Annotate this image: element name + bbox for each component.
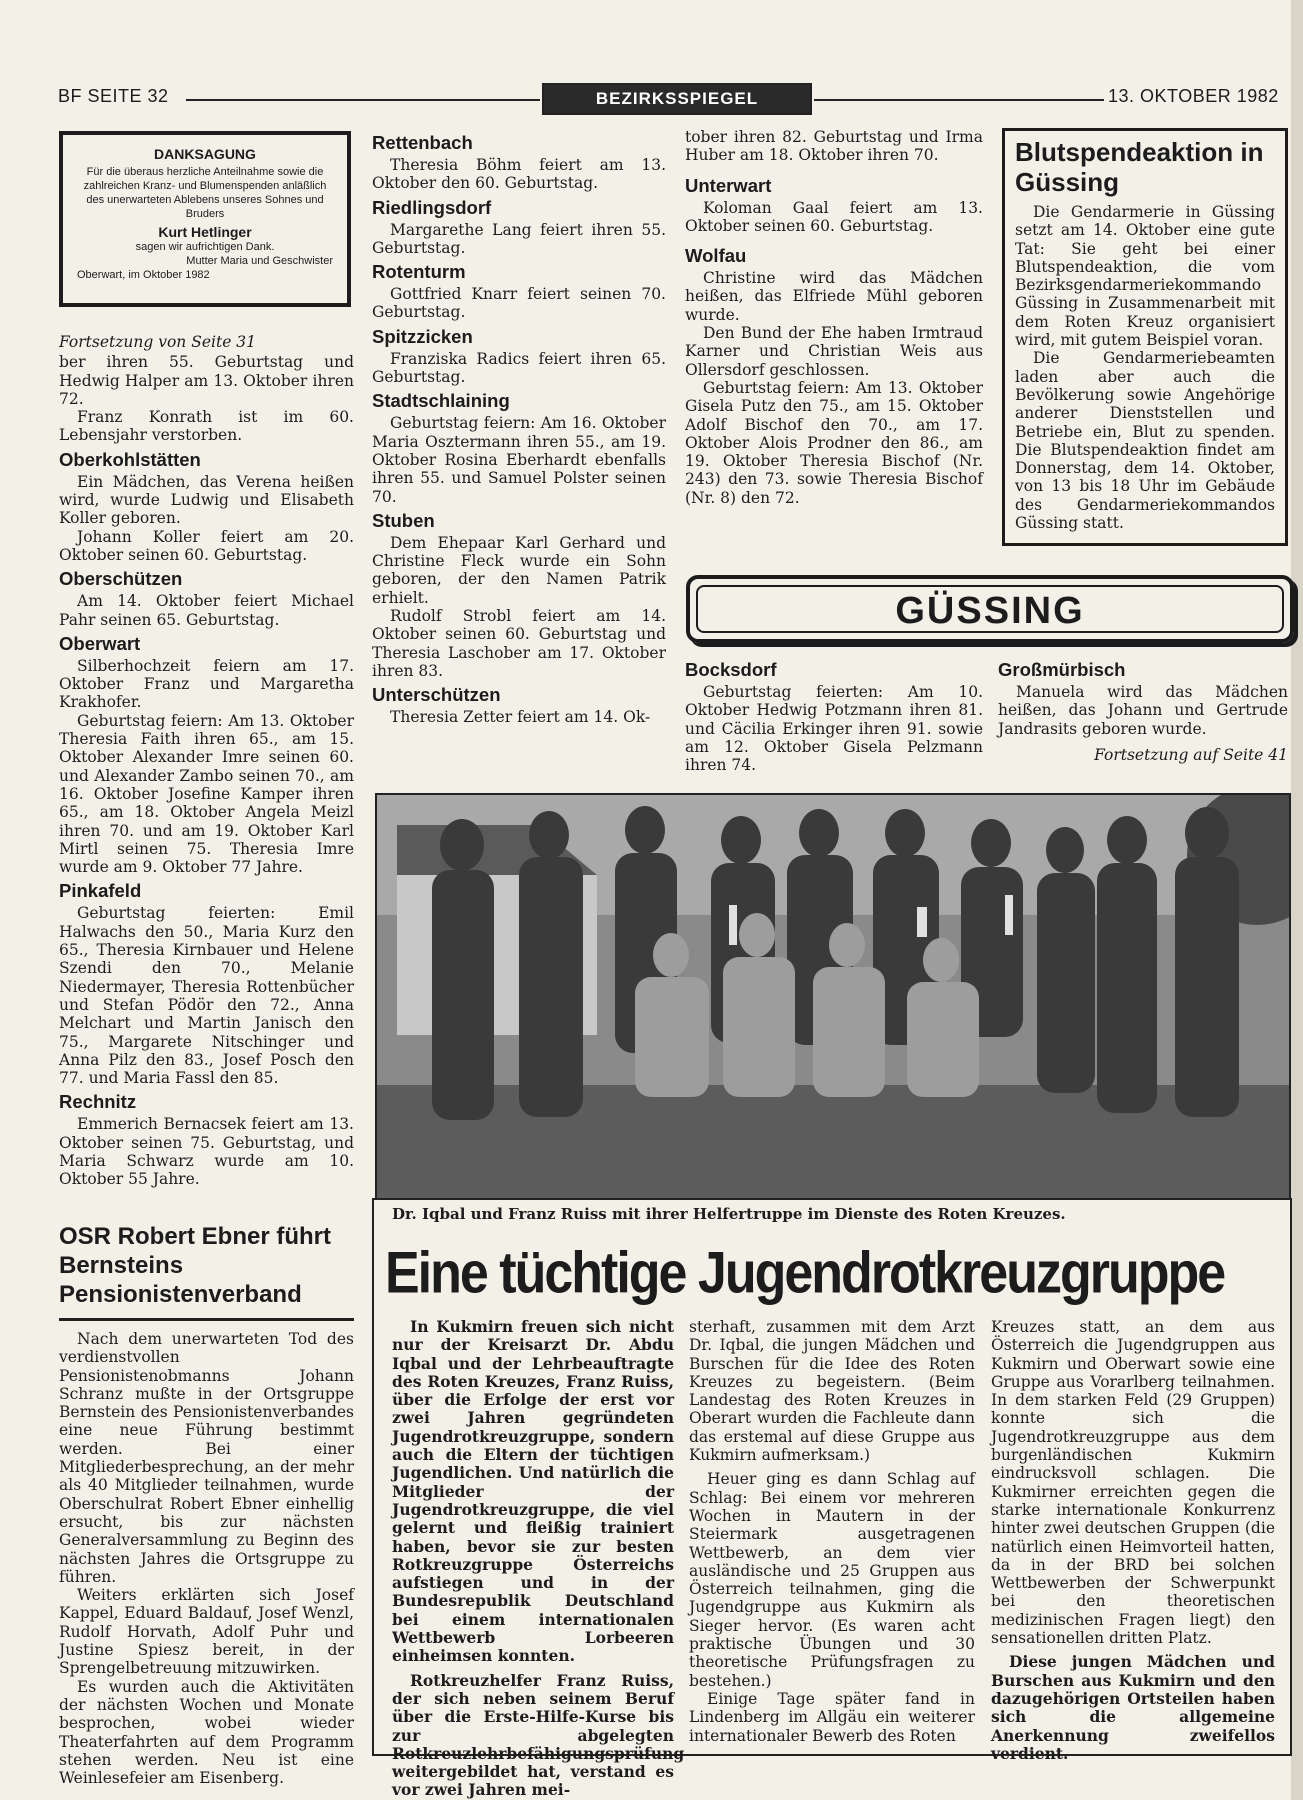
paragraph: Einige Tage später fand in Lindenberg im Allgäu ein weiterer internationaler Bewerb des Roten [689, 1689, 975, 1745]
section-heading: Oberkohlstätten [59, 448, 201, 470]
section-heading: Oberwart [59, 632, 141, 654]
danksagung-family: Mutter Maria und Geschwister [186, 255, 333, 267]
paragraph: Geburtstag feiern: Am 13. Oktober Gisela Putz den 75., am 15. Oktober Adolf Bischof den 70., am 17. Oktober Alois Prodner den 86., am 19. Oktober Theresia Bischof (Nr. 243) den 73. sowie Theresia Bischof (Nr. 8) den 72. [685, 378, 983, 507]
group-photo [375, 793, 1291, 1200]
story-headline: Eine tüchtige Jugendrotkreuzgruppe [385, 1241, 1225, 1307]
section-heading: Rechnitz [59, 1091, 137, 1113]
paragraph: Rotkreuzhelfer Franz Ruiss, der sich neben seinem Beruf über die Erste-Hilfe-Kurse bis zur abgelegten Rotkreuzlehrbefähigungsprüfung weitergebildet hat, verstand es vor zwei Jahren mei- [392, 1670, 685, 1800]
paragraph: Heuer ging es dann Schlag auf Schlag: Bei einem vor mehreren Wochen in Mautern in der Steiermark ausgetragenen Wettbewerb, an dem vier ausländische und 25 Gruppen aus Österreich teilnahmen, ging die Jugendgruppe aus Kukmirn als Sieger hervor. (Es waren acht praktische Übungen und 30 theoretische Prüfungsfragen zu bestehen.) [689, 1470, 975, 1690]
section-heading: Bocksdorf [685, 659, 777, 680]
paragraph: Theresia Böhm feiert am 13. Oktober den 60. Geburtstag. [372, 156, 666, 193]
paragraph: Dem Ehepaar Karl Gerhard und Christine Fleck wurde ein Sohn geboren, der den Namen Patrik erhielt. [372, 533, 666, 607]
group-photo-image [377, 795, 1291, 1200]
section-heading: Spitzzicken [372, 325, 473, 347]
section-heading: Großmürbisch [998, 659, 1126, 680]
column-1 [59, 333, 354, 1189]
paragraph: Die Gendarmerie in Güssing setzt am 14. Oktober eine gute Tat: Sie geht bei einer Blutspendeaktion, die vom Bezirksgendarmeriekommando Güssing in Zusammenarbeit mit dem Roten Kreuz organisiert wird, mit gutem Beispiel voran. [1015, 203, 1275, 350]
continuation-note: Fortsetzung auf Seite 41 [1094, 745, 1288, 764]
page-edge [1291, 0, 1303, 1800]
blood-donation-box [1002, 128, 1288, 546]
section-heading: Stuben [372, 509, 435, 531]
paragraph: Ein Mädchen, das Verena heißen wird, wurde Ludwig und Elisabeth Koller geboren. [59, 472, 354, 528]
danksagung-thanks: sagen wir aufrichtigen Dank. [135, 241, 275, 253]
paragraph: Christine wird das Mädchen heißen, das Elfriede Mühl geboren wurde. [685, 269, 983, 324]
section-heading: Stadtschlaining [372, 390, 510, 412]
paragraph: Rudolf Strobl feiert am 14. Oktober seinen 60. Geburtstag und Theresia Laschober am 17. Oktober ihren 83. [372, 607, 666, 680]
guessing-banner [686, 575, 1294, 643]
blood-donation-title: Blutspendeaktion in Güssing [1015, 137, 1264, 197]
paragraph: Theresia Zetter feiert am 14. Ok- [390, 708, 651, 727]
section-heading: Pinkafeld [59, 880, 142, 902]
paragraph: Franz Konrath ist im 60. Lebensjahr verstorben. [59, 408, 354, 445]
paragraph: sterhaft, zusammen mit dem Arzt Dr. Iqbal, die jungen Mädchen und Burschen für die Idee des Roten Kreuzes zu begeistern. (Beim Landestag des Roten Kreuzes in Oberart wurden die Fachleute dann das erstemal auf diese Gruppe aus Kukmirn aufmerksam.) [689, 1318, 975, 1465]
paragraph: In Kukmirn freuen sich nicht nur der Kreisarzt Dr. Abdu Iqbal und der Lehrbeauftragte des Roten Kreuzes, Franz Ruiss, über die Erfolge der erst vor zwei Jahren gegründeten Jugendrotkreuzgruppe, sondern auch die Eltern der tüchtigen Jugendlichen. Und natürlich die Mitglieder der Jugendrotkreuzgruppe, die viel gelernt und fleißig trainiert haben, bevor sie zur besten Rotkreuzgruppe Österreichs aufstiegen und in der Bundesrepublik Deutschland bei einem internationalen Wettbewerb Lorbeeren einheimsen konnten. [392, 1317, 674, 1666]
header-rule-right [814, 99, 1104, 101]
danksagung-text: Für die überaus herzliche Anteilnahme sowie die zahlreichen Kranz- und Blumenspenden anläßlich des unerwarteten Ablebens unseres Sohnes und Bruders [83, 166, 327, 220]
paragraph: Franziska Radics feiert ihren 65. Geburtstag. [372, 349, 666, 387]
paragraph: Emmerich Bernacsek feiert am 13. Oktober seinen 75. Geburtstag, und Maria Schwarz wurde am 10. Oktober 55 Jahre. [59, 1115, 354, 1189]
blood-donation-body [1015, 203, 1275, 532]
continuation-note: Fortsetzung von Seite 31 [59, 333, 257, 351]
section-heading: Wolfau [685, 245, 747, 267]
column-3 [685, 128, 983, 507]
page-number: BF SEITE 32 [58, 86, 169, 106]
paragraph: Gottfried Knarr feiert seinen 70. Geburtstag. [372, 285, 666, 322]
section-heading: Riedlingsdorf [372, 196, 492, 218]
paragraph: Geburtstag feiern: Am 16. Oktober Maria Osztermann ihren 55., am 19. Oktober Rosina Eberhardt ebenfalls ihren 55. und Samuel Polster seinen 70. [372, 414, 666, 506]
section-heading: Rotenturm [372, 261, 466, 283]
paragraph: Den Bund der Ehe haben Irmtraud Karner und Christian Weis aus Ollersdorf geschlossen. [685, 324, 983, 379]
guessing-banner-label: GÜSSING [696, 585, 1284, 633]
paragraph: Geburtstag feierten: Emil Halwachs den 50., Maria Kurz den 65., Theresia Kirnbauer und Helene Szendi den 70., Melanie Niedermayer, Theresia Rottenbücher und Stefan Pödör den 72., Anna Melchart und Martin Janisch den 75., Margarete Nitschinger und Anna Pilz den 83., Josef Posch den 77. und Maria Fassl den 85. [59, 904, 354, 1088]
paragraph: Silberhochzeit feiern am 17. Oktober Franz und Margaretha Krakhofer. [59, 656, 354, 712]
danksagung-name: Kurt Hetlinger [158, 224, 252, 240]
section-heading: Unterschützen [372, 684, 501, 706]
paragraph: Johann Koller feiert am 20. Oktober seinen 60. Geburtstag. [59, 527, 354, 564]
danksagung-box [59, 131, 351, 307]
section-heading: Oberschützen [59, 568, 183, 590]
section-heading: Unterwart [685, 174, 772, 196]
issue-date: 13. OKTOBER 1982 [1108, 86, 1279, 106]
story-column-3 [991, 1318, 1275, 1763]
story-column-2 [689, 1318, 975, 1745]
grossmuerbisch-column [998, 655, 1288, 766]
header-rule-left [186, 99, 540, 101]
section-banner: BEZIRKSSPIEGEL [542, 83, 812, 115]
paragraph: Am 14. Oktober feiert Michael Pahr seinen 65. Geburtstag. [59, 592, 354, 629]
photo-caption: Dr. Iqbal und Franz Ruiss mit ihrer Helfertruppe im Dienste des Roten Kreuzes. [392, 1205, 1066, 1223]
paragraph: Margarethe Lang feiert ihren 55. Geburtstag. [372, 220, 666, 257]
paragraph: Kreuzes statt, an dem aus Österreich die Jugendgruppen aus Kukmirn und Oberwart sowie eine Gruppe aus Vorarlberg teilnahmen. In dem starken Feld (29 Gruppen) konnte sich die Jugendrotkreuzgruppe aus dem burgenländischen Kukmirn eindrucksvoll schlagen. Die Kukmirner erreichten gegen die starke internationale Konkurrenz hinter zwei deutschen Gruppen (die natürlich einen Heimvorteil hatten, da in der BRD bei solchen Wettbewerben der Schwerpunkt bei den theoretischen medizinischen Fragen liegt) den sensationellen dritten Platz. [991, 1318, 1275, 1648]
osr-headline: OSR Robert Ebner führt Bernsteins Pensionistenverband [59, 1223, 332, 1308]
paragraph: ber ihren 55. Geburtstag und Hedwig Halper am 13. Oktober ihren 72. [59, 353, 354, 408]
column-2 [372, 128, 666, 727]
paragraph: tober ihren 82. Geburtstag und Irma Huber am 18. Oktober ihren 70. [685, 128, 983, 165]
paragraph: Weiters erklärten sich Josef Kappel, Eduard Baldauf, Josef Wenzl, Rudolf Horvath, Adolf Puhr und Justine Spiesz bereit, in der Sprengelbetreuung mitzuwirken. [59, 1586, 354, 1678]
danksagung-title: DANKSAGUNG [154, 146, 256, 162]
paragraph: Manuela wird das Mädchen heißen, das Johann und Gertrude Jandrasits geboren wurde. [998, 683, 1288, 738]
story-column-1 [392, 1317, 685, 1800]
paragraph: Geburtstag feierten: Am 10. Oktober Hedwig Potzmann ihren 81. und Cäcilia Erkinger ihren 91. sowie am 12. Oktober Gisela Pelzmann ihren 74. [685, 683, 983, 775]
headline-rule [59, 1318, 354, 1321]
paragraph: Nach dem unerwarteten Tod des verdienstvollen Pensionistenobmanns Johann Schranz mußte in der Ortsgruppe Bernstein des Pensionistenverbandes eine neue Führung bestimmt werden. Bei einer Mitgliederbesprechung, an der mehr als 40 Mitglieder teilnahmen, wurde Oberschulrat Robert Ebner einhellig ersucht, bis zur nächsten Generalversammlung zu Beginn des nächsten Jahres die Ortsgruppe zu führen. [59, 1330, 354, 1586]
paragraph: Es wurden auch die Aktivitäten der nächsten Wochen und Monate besprochen, wobei wieder Theaterfahrten auf dem Programm stehen werden. Neu ist eine Weinlesefeier am Eisenberg. [59, 1677, 354, 1788]
paragraph: Die Gendarmeriebeamten laden aber auch die Bevölkerung sowie Angehörige anderer Dienststellen und Betriebe ein, Blut zu spenden. Die Blutspendeaktion findet am Donnerstag, dem 14. Oktober, von 13 bis 18 Uhr im Gebäude des Gendarmeriekommandos Güssing statt. [1015, 349, 1275, 533]
bocksdorf-column [685, 655, 983, 774]
paragraph: Geburtstag feiern: Am 13. Oktober Theresia Faith ihren 65., am 15. Oktober Alexander Imre seinen 60. und Alexander Zambo seinen 70., am 16. Oktober Josefine Kamper ihren 65., am 18. Oktober Angela Meizl ihren 70. und am 19. Oktober Karl Mirtl seinen 75. Theresia Imre wurde am 9. Oktober 77 Jahre. [59, 711, 354, 877]
paragraph: Diese jungen Mädchen und Burschen aus Kukmirn und den dazugehörigen Ortsteilen haben sich die allgemeine Anerkennung zweifellos verdient. [991, 1652, 1275, 1763]
paragraph: Koloman Gaal feiert am 13. Oktober seinen 60. Geburtstag. [685, 198, 983, 235]
osr-body [59, 1330, 354, 1787]
section-heading: Rettenbach [372, 132, 473, 153]
danksagung-place: Oberwart, im Oktober 1982 [77, 269, 210, 281]
